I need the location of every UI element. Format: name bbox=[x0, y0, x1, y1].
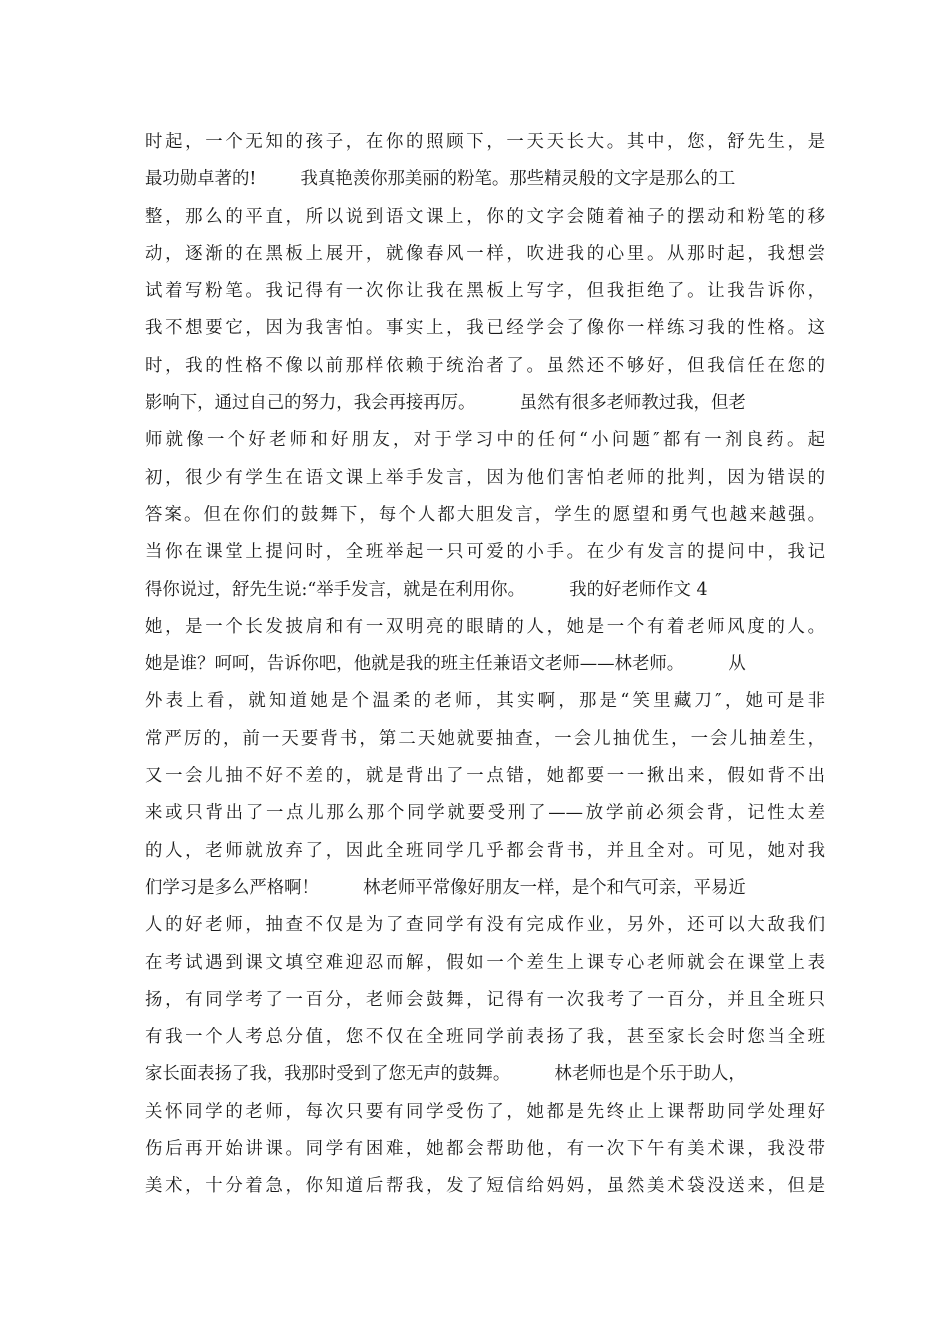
text-line: 答案。但在你们的鼓舞下，每个人都大胆发言，学生的愿望和勇气也越来越强。 bbox=[145, 504, 825, 525]
text-line: 又一会儿抽不好不差的，就是背出了一点错，她都要一一揪出来，假如背不出 bbox=[145, 766, 825, 787]
essay-text-body bbox=[145, 124, 825, 1206]
text-line: 有我一个人考总分值，您不仅在全班同学前表扬了我，甚至家长会时您当全班 bbox=[145, 1027, 825, 1048]
text-line: 她，是一个长发披肩和有一双明亮的眼睛的人，她是一个有着老师风度的人。 bbox=[145, 616, 825, 637]
text-line: 们学习是多么严格啊！ 林老师平常像好朋友一样，是个和气可亲，平易近 bbox=[145, 877, 746, 898]
text-line: 我不想要它，因为我害怕。事实上，我已经学会了像你一样练习我的性格。这 bbox=[145, 318, 825, 339]
text-line: 初，很少有学生在语文课上举手发言，因为他们害怕老师的批判，因为错误的 bbox=[145, 467, 825, 488]
text-line: 外表上看，就知道她是个温柔的老师，其实啊，那是“笑里藏刀″，她可是非 bbox=[145, 691, 825, 712]
text-line: 关怀同学的老师，每次只要有同学受伤了，她都是先终止上课帮助同学处理好 bbox=[145, 1101, 825, 1122]
text-line: 在考试遇到课文填空难迎忍而解，假如一个差生上课专心老师就会在课堂上表 bbox=[145, 952, 825, 973]
text-line: 扬，有同学考了一百分，老师会鼓舞，记得有一次我考了一百分，并且全班只 bbox=[145, 989, 825, 1010]
text-line: 家长面表扬了我，我那时受到了您无声的鼓舞。 林老师也是个乐于助人， bbox=[145, 1064, 746, 1085]
text-line: 的人，老师就放弃了，因此全班同学几乎都会背书，并且全对。可见，她对我 bbox=[145, 840, 825, 861]
text-line: 影响下，通过自己的努力，我会再接再厉。 虽然有很多老师教过我，但老 bbox=[145, 393, 746, 414]
text-line: 她是谁？呵呵，告诉你吧，他就是我的班主任兼语文老师——林老师。 从 bbox=[145, 654, 746, 675]
text-line: 最功勋卓著的! 我真艳羡你那美丽的粉笔。那些精灵般的文字是那么的工 bbox=[145, 169, 736, 190]
text-line: 时起，一个无知的孩子，在你的照顾下，一天天长大。其中，您，舒先生，是 bbox=[145, 132, 825, 152]
text-line: 得你说过，舒先生说:“举手发言，就是在利用你。 我的好老师作文 4 bbox=[145, 579, 708, 600]
text-line: 时，我的性格不像以前那样依赖于统治者了。虽然还不够好，但我信任在您的 bbox=[145, 355, 825, 376]
text-line: 师就像一个好老师和好朋友，对于学习中的任何“小问题″都有一剂良药。起 bbox=[145, 430, 825, 451]
text-line: 来或只背出了一点儿那么那个同学就要受刑了——放学前必须会背，记性太差 bbox=[145, 803, 825, 824]
text-line: 试着写粉笔。我记得有一次你让我在黑板上写字，但我拒绝了。让我告诉你， bbox=[145, 281, 825, 302]
text-line: 伤后再开始讲课。同学有困难，她都会帮助他，有一次下午有美术课，我没带 bbox=[145, 1139, 825, 1160]
text-line: 常严厉的，前一天要背书，第二天她就要抽查，一会儿抽优生，一会儿抽差生， bbox=[145, 728, 825, 749]
text-line: 当你在课堂上提问时，全班举起一只可爱的小手。在少有发言的提问中，我记 bbox=[145, 542, 825, 563]
text-line: 美术，十分着急，你知道后帮我，发了短信给妈妈，虽然美术袋没送来，但是 bbox=[145, 1176, 825, 1197]
text-line: 人的好老师，抽查不仅是为了查同学有没有完成作业，另外，还可以大敌我们 bbox=[145, 915, 825, 936]
text-line: 动，逐渐的在黑板上展开，就像春风一样，吹进我的心里。从那时起，我想尝 bbox=[145, 243, 825, 264]
text-line: 整，那么的平直，所以说到语文课上，你的文字会随着袖子的摆动和粉笔的移 bbox=[145, 206, 825, 227]
